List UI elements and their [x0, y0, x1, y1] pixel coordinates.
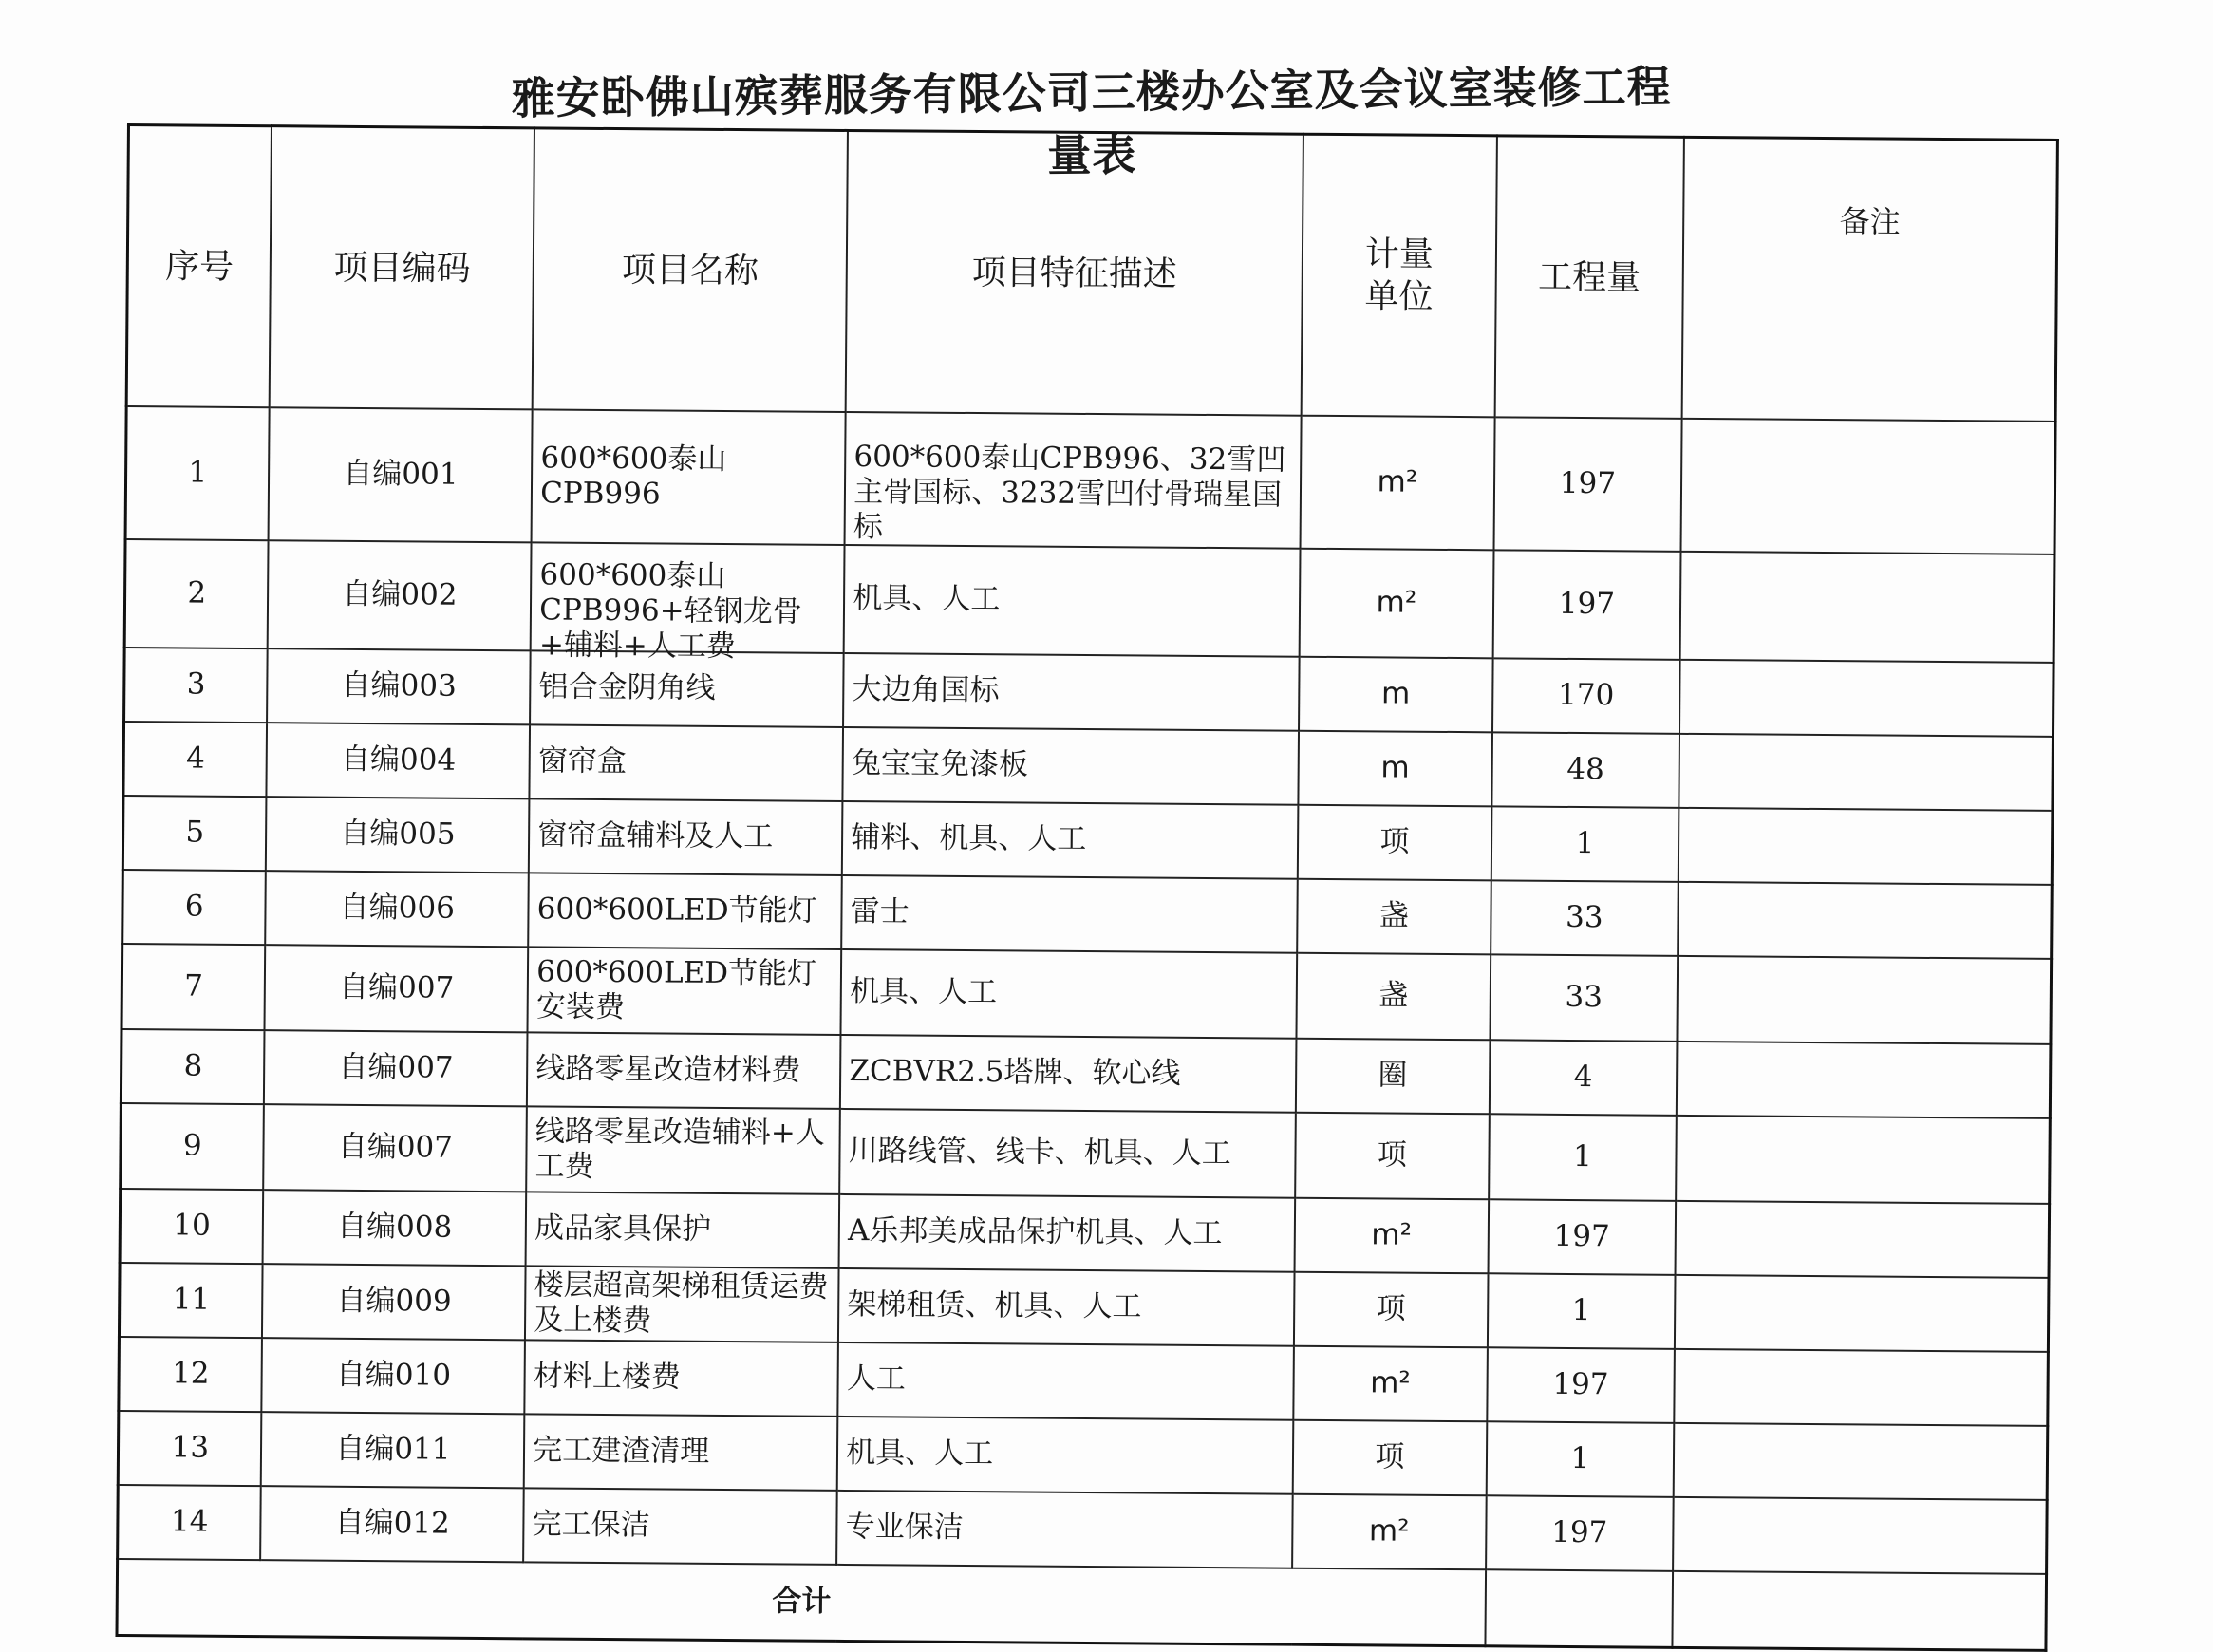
cell-code: 自编007 [264, 1104, 527, 1192]
total-label: 合计 [117, 1559, 1486, 1646]
cell-seq: 12 [119, 1337, 263, 1412]
cell-name-text: 窗帘盒辅料及人工 [537, 817, 774, 854]
quantity-table [115, 123, 2058, 1652]
cell-desc-text: 川路线管、线卡、机具、人工 [848, 1134, 1231, 1172]
cell-desc-text: 机具、人工 [846, 1436, 994, 1472]
cell-desc [845, 412, 1302, 549]
cell-seq: 11 [119, 1263, 263, 1338]
total-value [1485, 1569, 1672, 1647]
cell-desc-text: 辅料、机具、人工 [851, 820, 1087, 857]
cell-qty: 197 [1488, 1199, 1675, 1275]
cell-desc [839, 1109, 1295, 1198]
cell-unit: 项 [1292, 1420, 1487, 1496]
cell-seq: 10 [120, 1189, 264, 1264]
cell-remark [1679, 734, 2053, 811]
cell-code: 自编007 [265, 945, 528, 1032]
cell-name [525, 1340, 839, 1417]
cell-desc [841, 949, 1297, 1039]
cell-seq: 9 [121, 1103, 265, 1190]
cell-name-text: 窗帘盒 [537, 743, 628, 779]
cell-desc-text: 600*600泰山CPB996、32雪凹主骨国标、3232雪凹付骨瑞星国标 [853, 440, 1286, 545]
cell-code: 自编003 [268, 648, 531, 724]
cell-name [530, 724, 844, 801]
cell-remark [1674, 1349, 2048, 1426]
table-header-row [126, 125, 2057, 422]
total-row [117, 1559, 2047, 1650]
cell-desc [843, 727, 1299, 805]
cell-unit: 项 [1298, 805, 1492, 881]
cell-code: 自编001 [269, 407, 533, 542]
cell-unit: 盏 [1297, 879, 1491, 955]
cell-desc [838, 1268, 1294, 1346]
cell-desc-text: 兔宝宝免漆板 [851, 746, 1029, 782]
quantity-sheet [116, 123, 2059, 1620]
cell-name-text: 600*600LED节能灯 [536, 892, 817, 929]
cell-remark [1678, 882, 2052, 959]
cell-desc [842, 801, 1298, 879]
cell-unit: m [1298, 731, 1492, 807]
cell-name [528, 873, 842, 949]
header-unit-text: 计量单位 [1364, 235, 1434, 317]
cell-desc [839, 1194, 1295, 1272]
cell-code: 自编002 [268, 540, 532, 650]
cell-name [527, 1032, 841, 1109]
table-row [125, 406, 2055, 554]
cell-code: 自编008 [263, 1190, 526, 1266]
cell-code: 自编005 [266, 797, 529, 873]
cell-qty: 197 [1486, 1495, 1673, 1571]
cell-name-text: 完工保洁 [532, 1507, 650, 1543]
header-qty: 工程量 [1495, 136, 1684, 419]
header-remark: 备注 [1681, 137, 2057, 422]
cell-seq: 5 [122, 796, 267, 871]
cell-qty: 170 [1492, 658, 1679, 734]
cell-seq: 8 [121, 1029, 265, 1104]
cell-qty: 33 [1491, 880, 1678, 956]
cell-seq: 1 [125, 406, 270, 540]
cell-qty: 1 [1491, 806, 1679, 882]
cell-unit: m² [1294, 1198, 1489, 1274]
table-row [121, 1103, 2051, 1204]
cell-code: 自编009 [262, 1264, 525, 1340]
total-remark [1672, 1571, 2046, 1651]
cell-remark [1679, 552, 2054, 663]
header-name: 项目名称 [533, 128, 848, 412]
header-unit [1301, 134, 1497, 417]
cell-code: 自编010 [262, 1338, 525, 1414]
cell-unit: m² [1300, 416, 1494, 551]
cell-remark [1675, 1275, 2049, 1352]
cell-desc [841, 875, 1297, 953]
cell-name [524, 1414, 838, 1491]
cell-name [528, 947, 842, 1035]
cell-name-text: 材料上楼费 [533, 1359, 681, 1396]
cell-qty: 197 [1493, 417, 1681, 552]
cell-remark [1677, 956, 2051, 1044]
cell-unit: 圈 [1296, 1039, 1491, 1115]
cell-desc-text: A乐邦美成品保护机具、人工 [847, 1213, 1223, 1251]
table-body [118, 406, 2055, 1574]
cell-desc [837, 1417, 1293, 1494]
cell-desc [844, 545, 1300, 657]
cell-qty: 1 [1489, 1114, 1677, 1201]
table-row [124, 539, 2054, 663]
cell-unit: m² [1292, 1494, 1487, 1570]
header-seq: 序号 [126, 125, 272, 408]
cell-unit: m² [1299, 549, 1493, 659]
cell-remark [1673, 1423, 2047, 1500]
cell-qty: 33 [1490, 954, 1678, 1042]
cell-unit: 盏 [1296, 953, 1491, 1041]
cell-name-text: 完工建渣清理 [533, 1433, 710, 1470]
cell-desc-text: ZCBVR2.5塔牌、软心线 [849, 1054, 1181, 1092]
cell-name [523, 1488, 837, 1565]
page-title: 雅安卧佛山殡葬服务有限公司三楼办公室及会议室装修工程量表 [511, 61, 1672, 181]
cell-name [529, 798, 843, 875]
cell-unit: 项 [1294, 1272, 1489, 1348]
cell-seq: 14 [118, 1485, 262, 1560]
cell-desc-text: 人工 [846, 1361, 907, 1397]
cell-name-text: 600*600LED节能灯安装费 [535, 954, 817, 1025]
cell-name [526, 1106, 840, 1194]
cell-name [526, 1192, 840, 1268]
cell-remark [1676, 1116, 2050, 1204]
cell-desc [840, 1035, 1296, 1113]
cell-name [531, 542, 845, 665]
cell-seq: 6 [122, 870, 267, 945]
cell-code: 自编004 [267, 723, 530, 798]
cell-seq: 3 [124, 648, 269, 723]
cell-name-text: 楼层超高架梯租赁运费及上楼费 [534, 1267, 829, 1339]
cell-unit: m² [1293, 1346, 1488, 1422]
cell-code: 自编012 [261, 1486, 524, 1562]
cell-desc [836, 1491, 1292, 1568]
cell-desc-text: 机具、人工 [849, 974, 998, 1010]
cell-name-text: 600*600泰山CPB996+轻钢龙骨+辅料+人工费 [538, 557, 802, 665]
cell-remark [1680, 419, 2055, 554]
cell-unit: m [1299, 657, 1493, 733]
cell-name-text: 600*600泰山CPB996 [540, 441, 727, 512]
cell-seq: 4 [123, 722, 268, 797]
cell-unit: 项 [1295, 1113, 1490, 1200]
cell-seq: 13 [118, 1411, 262, 1486]
cell-desc [838, 1342, 1294, 1420]
cell-name-text: 铝合金阴角线 [538, 669, 716, 706]
cell-remark [1679, 660, 2054, 737]
cell-desc-text: 雷士 [850, 894, 910, 929]
cell-qty: 48 [1491, 732, 1679, 808]
cell-qty: 1 [1488, 1273, 1675, 1349]
cell-remark [1675, 1201, 2049, 1278]
cell-seq: 7 [122, 944, 266, 1030]
cell-desc-text: 架梯租赁、机具、人工 [847, 1287, 1142, 1324]
cell-code: 自编007 [264, 1030, 527, 1106]
header-code: 项目编码 [270, 126, 534, 410]
cell-qty: 197 [1493, 550, 1681, 660]
cell-desc-text: 专业保洁 [845, 1510, 964, 1546]
cell-qty: 197 [1487, 1347, 1674, 1423]
cell-name-text: 成品家具保护 [534, 1211, 712, 1248]
cell-qty: 1 [1487, 1421, 1674, 1497]
header-desc: 项目特征描述 [846, 130, 1303, 415]
cell-desc [843, 653, 1299, 731]
cell-remark [1679, 808, 2053, 885]
cell-name-text: 线路零星改造辅料+人工费 [534, 1114, 825, 1184]
cell-remark [1673, 1497, 2047, 1574]
cell-remark [1677, 1042, 2051, 1118]
cell-name-text: 线路零星改造材料费 [535, 1051, 801, 1089]
cell-desc-text: 大边角国标 [852, 672, 1000, 708]
cell-desc-text: 机具、人工 [853, 581, 1001, 617]
table-row [122, 944, 2052, 1044]
cell-code: 自编006 [266, 871, 529, 947]
cell-seq: 2 [124, 539, 269, 648]
cell-name [525, 1266, 839, 1342]
cell-code: 自编011 [261, 1412, 524, 1488]
cell-qty: 4 [1490, 1040, 1677, 1116]
cell-name [532, 409, 846, 545]
